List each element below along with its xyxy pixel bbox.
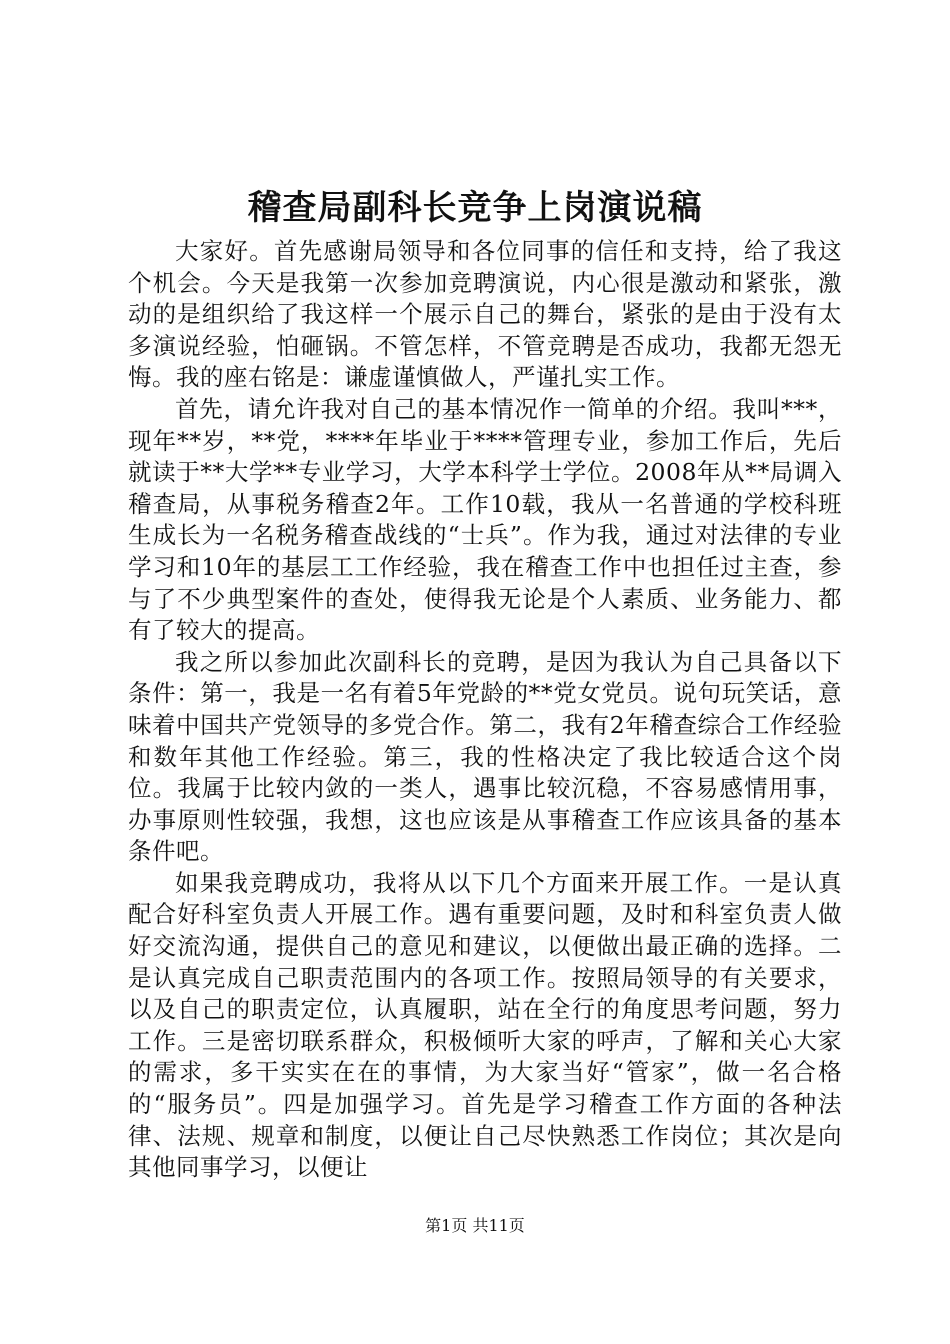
paragraph-self-introduction: 首先，请允许我对自己的基本情况作一简单的介绍。我叫***，现年**岁，**党，****年毕业于****管理专业，参加工作后，先后就读于**大学**专业学习，大学本科学士学位。2008年从**局调入稽查局，从事税务稽查2年。工作10载，我从一名普通的学校科班生成长为一名税务稽查战线的“士兵”。作为我，通过对法律的专业学习和10年的基层工工作经验，我在稽查工作中也担任过主查，参与了不少典型案件的查处，使得我无论是个人素质、业务能力、都有了较大的提高。 bbox=[128, 394, 842, 645]
document-title: 稽查局副科长竞争上岗演说稿 bbox=[247, 188, 703, 228]
document-body bbox=[128, 236, 842, 1184]
page-number-footer: 第1页 共11页 bbox=[425, 1216, 525, 1235]
paragraph-qualifications: 我之所以参加此次副科长的竞聘，是因为我认为自己具备以下条件：第一，我是一名有着5年党龄的**党女党员。说句玩笑话，意味着中国共产党领导的多党合作。第二，我有2年稽查综合工作经验和数年其他工作经验。第三，我的性格决定了我比较适合这个岗位。我属于比较内敛的一类人，遇事比较沉稳，不容易感情用事，办事原则性较强，我想，这也应该是从事稽查工作应该具备的基本条件吧。 bbox=[128, 647, 842, 866]
paragraph-work-plan: 如果我竞聘成功，我将从以下几个方面来开展工作。一是认真配合好科室负责人开展工作。遇有重要问题，及时和科室负责人做好交流沟通，提供自己的意见和建议，以便做出最正确的选择。二是认真完成自己职责范围内的各项工作。按照局领导的有关要求，以及自己的职责定位，认真履职，站在全行的角度思考问题，努力工作。三是密切联系群众，积极倾听大家的呼声，了解和关心大家的需求，多干实实在在的事情，为大家当好“管家”，做一名合格的“服务员”。四是加强学习。首先是学习稽查工作方面的各种法律、法规、规章和制度，以便让自己尽快熟悉工作岗位；其次是向其他同事学习，以便让 bbox=[128, 868, 842, 1182]
paragraph-greeting: 大家好。首先感谢局领导和各位同事的信任和支持，给了我这个机会。今天是我第一次参加竞聘演说，内心很是激动和紧张，激动的是组织给了我这样一个展示自己的舞台，紧张的是由于没有太多演说经验，怕砸锅。不管怎样，不管竞聘是否成功，我都无怨无悔。我的座右铭是：谦虚谨慎做人，严谨扎实工作。 bbox=[128, 237, 842, 392]
